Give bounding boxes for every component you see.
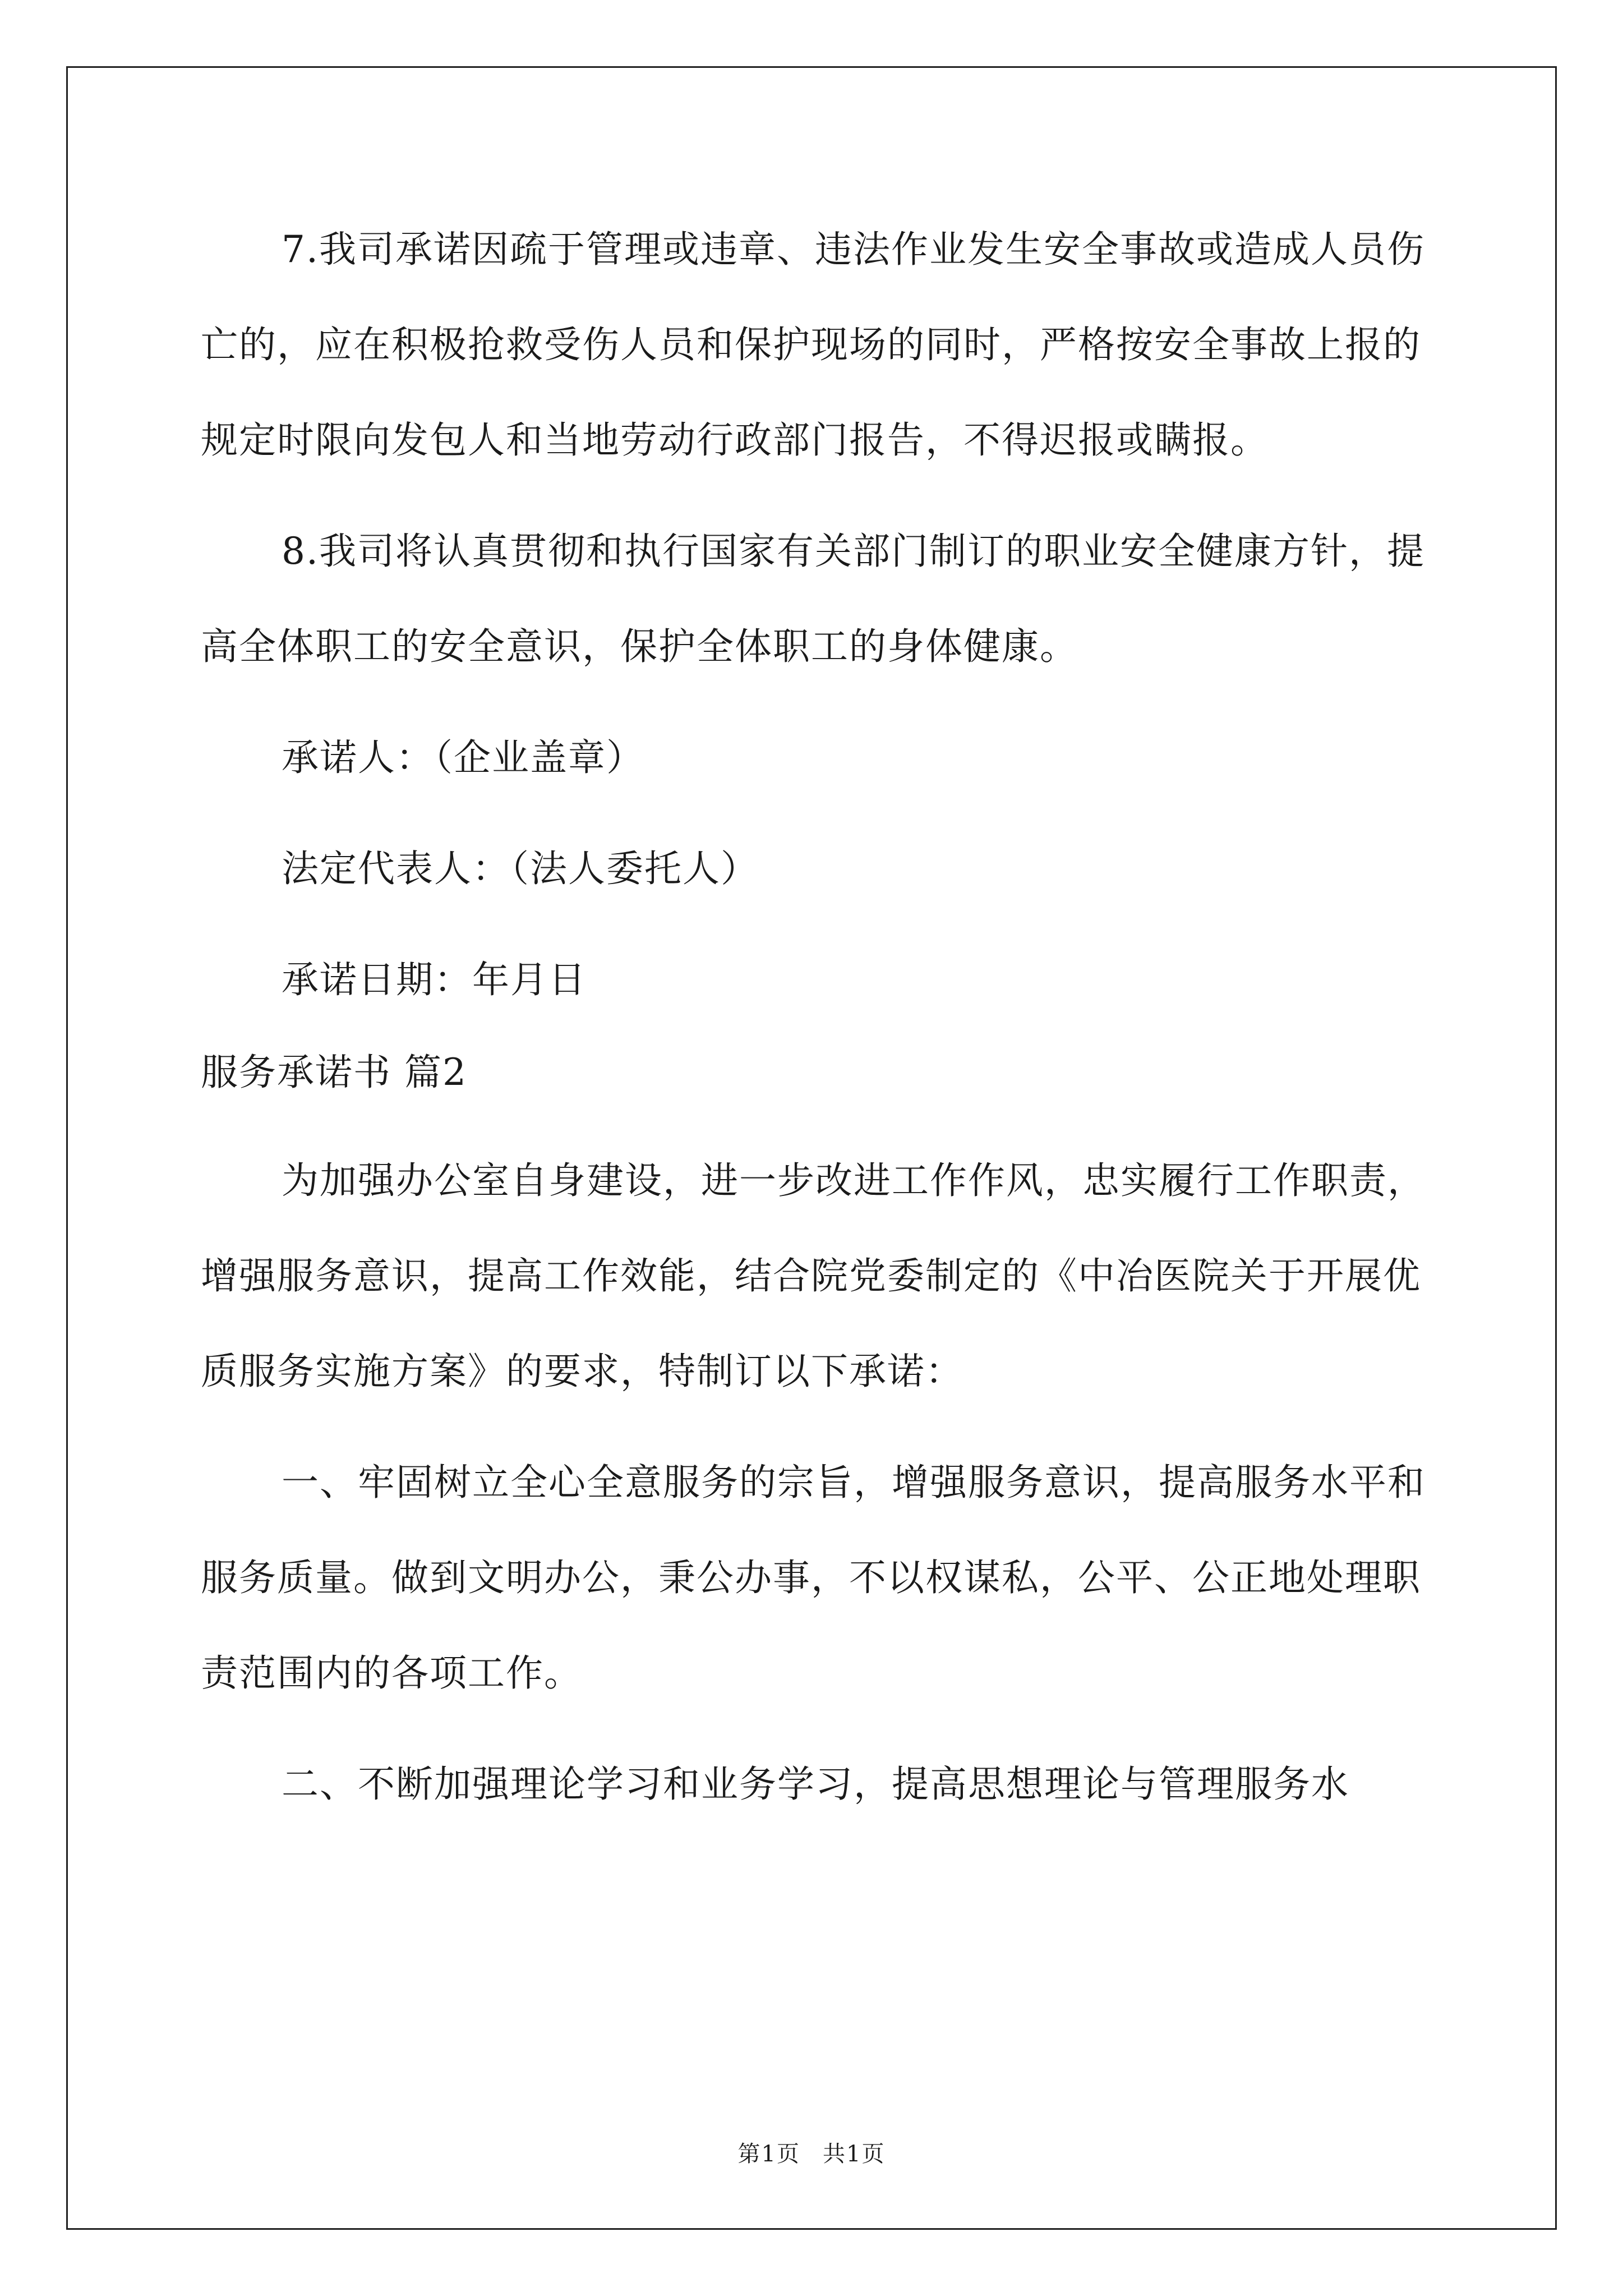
page-total: 共1页 <box>823 2141 886 2167</box>
promisor-line: 承诺人：（企业盖章） <box>282 736 644 779</box>
page-number: 第1页 <box>737 2141 800 2167</box>
commitment-item-1: 一、牢固树立全心全意服务的宗旨，增强服务意识，提高服务水平和服务质量。做到文明办公，秉公办事，不以权谋私，公平、公正地处理职责范围内的各项工作。 <box>201 1461 1426 1695</box>
commitment-item-2: 二、不断加强理论学习和业务学习，提高思想理论与管理服务水 <box>282 1763 1349 1806</box>
section-intro-paragraph: 为加强办公室自身建设，进一步改进工作作风，忠实履行工作职责，增强服务意识，提高工作效能，结合院党委制定的《中冶医院关于开展优质服务实施方案》的要求，特制订以下承诺： <box>201 1159 1426 1393</box>
paragraph-item-8: 8.我司将认真贯彻和执行国家有关部门制订的职业安全健康方针，提高全体职工的安全意识，保护全体职工的身体健康。 <box>201 530 1425 668</box>
representative-line: 法定代表人：（法人委托人） <box>282 847 759 890</box>
date-line: 承诺日期：年月日 <box>282 958 587 1001</box>
page-footer <box>0 2136 1623 2168</box>
paragraph-item-7: 7.我司承诺因疏于管理或违章、违法作业发生安全事故或造成人员伤亡的，应在积极抢救受伤人员和保护现场的同时，严格按安全事故上报的规定时限向发包人和当地劳动行政部门报告，不得迟报或瞒报。 <box>201 228 1425 462</box>
document-body <box>201 202 1435 1832</box>
section-heading: 服务承诺书 篇2 <box>201 1051 467 1094</box>
